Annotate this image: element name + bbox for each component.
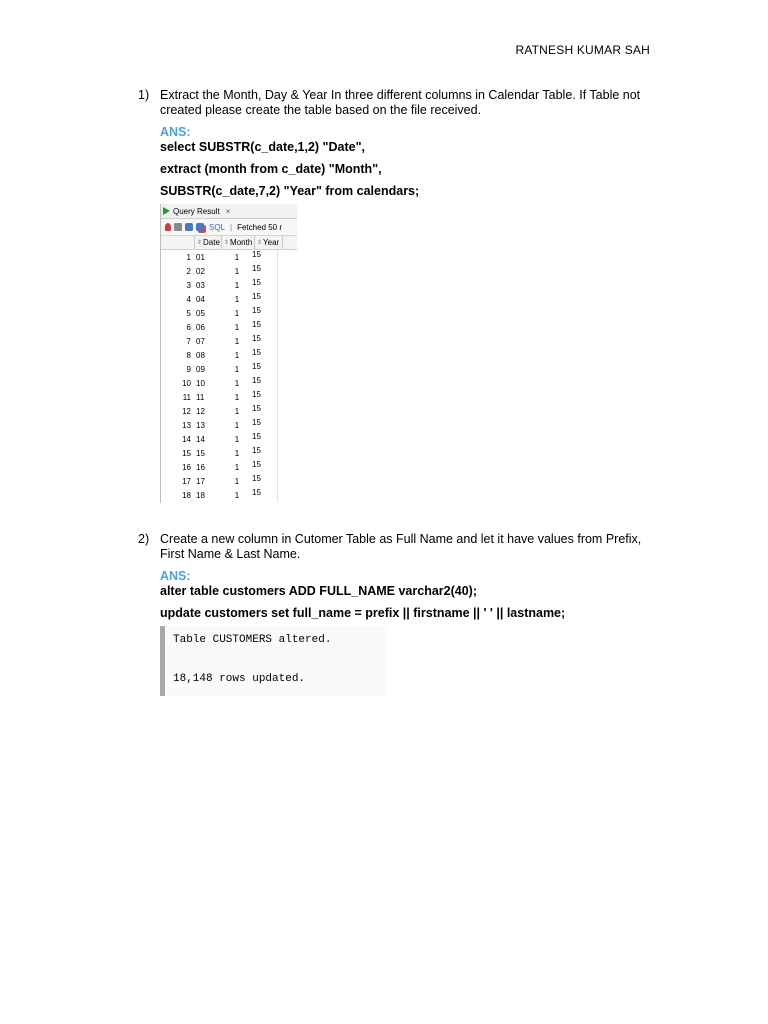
- output-line: 18,148 rows updated.: [173, 673, 306, 685]
- cell-n: 17: [182, 476, 191, 486]
- cell-n: 15: [182, 448, 191, 458]
- column-header-date[interactable]: ⇕ Date: [194, 236, 221, 249]
- sql-button[interactable]: SQL: [209, 222, 226, 232]
- cell-year: 15: [252, 278, 278, 292]
- result-column-headers: [161, 236, 297, 250]
- cell-month: 1: [234, 252, 240, 262]
- column-header-year[interactable]: ⇕ Year: [254, 236, 283, 249]
- result-rows: [161, 250, 297, 502]
- cell-month: 1: [234, 434, 240, 444]
- code-line: extract (month from c_date) "Month",: [160, 162, 382, 176]
- question-text: Extract the Month, Day & Year In three different columns in Calendar Table. If Table not created please create the table based on the file received.: [160, 88, 641, 117]
- fetched-status: Fetched 50 r: [237, 222, 283, 232]
- cell-year: 15: [252, 264, 278, 278]
- answer-code: [160, 140, 658, 199]
- answer-code: [160, 584, 658, 621]
- cell-year: 15: [252, 432, 278, 446]
- table-row[interactable]: [161, 362, 297, 376]
- cell-date: 12: [196, 406, 205, 416]
- cell-n: 12: [182, 406, 191, 416]
- script-output-panel: [160, 626, 387, 696]
- cell-n: 16: [182, 462, 191, 472]
- cell-date: 09: [196, 364, 205, 374]
- answer-label: ANS:: [160, 125, 191, 139]
- sort-icon: ⇕: [257, 240, 263, 246]
- cell-month: 1: [234, 266, 240, 276]
- cell-n: 18: [182, 490, 191, 500]
- print-icon[interactable]: [174, 223, 182, 231]
- column-header-month[interactable]: ⇕ Month: [221, 236, 254, 249]
- cell-year: 15: [252, 488, 278, 502]
- table-row[interactable]: [161, 432, 297, 446]
- cell-month: 1: [234, 308, 240, 318]
- cell-n: 13: [182, 420, 191, 430]
- code-line: SUBSTR(c_date,7,2) "Year" from calendars;: [160, 184, 420, 198]
- cell-date: 03: [196, 280, 205, 290]
- result-toolbar: [161, 219, 297, 236]
- cell-month: 1: [234, 336, 240, 346]
- cell-year: 15: [252, 460, 278, 474]
- cell-year: 15: [252, 306, 278, 320]
- table-row[interactable]: [161, 376, 297, 390]
- cell-date: 10: [196, 378, 205, 388]
- cell-date: 16: [196, 462, 205, 472]
- cell-date: 13: [196, 420, 205, 430]
- table-row[interactable]: [161, 348, 297, 362]
- close-icon[interactable]: ×: [225, 206, 231, 216]
- cell-n: 3: [186, 280, 191, 290]
- table-row[interactable]: [161, 446, 297, 460]
- cell-month: 1: [234, 392, 240, 402]
- answer-label: ANS:: [160, 569, 191, 583]
- cell-month: 1: [234, 378, 240, 388]
- cell-month: 1: [234, 462, 240, 472]
- output-line: Table CUSTOMERS altered.: [173, 634, 332, 646]
- cell-month: 1: [234, 490, 240, 500]
- question-2: [138, 532, 658, 628]
- sort-icon: ⇕: [224, 240, 230, 246]
- table-row[interactable]: [161, 264, 297, 278]
- table-row[interactable]: [161, 292, 297, 306]
- cell-n: 4: [186, 294, 191, 304]
- question-1: [138, 88, 658, 206]
- cell-month: 1: [234, 294, 240, 304]
- cell-n: 7: [186, 336, 191, 346]
- question-number: 1): [138, 88, 150, 102]
- cell-year: 15: [252, 334, 278, 348]
- export-icon[interactable]: [185, 223, 193, 231]
- question-number: 2): [138, 532, 150, 546]
- cell-date: 06: [196, 322, 205, 332]
- toolbar-separator: |: [230, 222, 233, 232]
- cell-date: 14: [196, 434, 205, 444]
- cell-date: 07: [196, 336, 205, 346]
- code-line: select SUBSTR(c_date,1,2) "Date",: [160, 140, 365, 154]
- cell-date: 01: [196, 252, 205, 262]
- cell-year: 15: [252, 390, 278, 404]
- table-row[interactable]: [161, 334, 297, 348]
- cell-year: 15: [252, 348, 278, 362]
- query-result-tab[interactable]: [161, 204, 297, 219]
- sort-icon: ⇕: [197, 240, 203, 246]
- cell-month: 1: [234, 350, 240, 360]
- cell-date: 11: [196, 392, 205, 402]
- cell-n: 2: [186, 266, 191, 276]
- cell-year: 15: [252, 446, 278, 460]
- cell-year: 15: [252, 320, 278, 334]
- cell-month: 1: [234, 322, 240, 332]
- cell-n: 14: [182, 434, 191, 444]
- table-row[interactable]: [161, 488, 297, 502]
- cell-year: 15: [252, 292, 278, 306]
- cell-month: 1: [234, 420, 240, 430]
- query-result-panel: [160, 204, 297, 503]
- cell-year: 15: [252, 404, 278, 418]
- cell-date: 05: [196, 308, 205, 318]
- table-row[interactable]: [161, 418, 297, 432]
- cell-month: 1: [234, 476, 240, 486]
- cell-month: 1: [234, 280, 240, 290]
- cell-year: 15: [252, 418, 278, 432]
- author-name: RATNESH KUMAR SAH: [515, 43, 650, 57]
- cell-date: 18: [196, 490, 205, 500]
- cell-n: 11: [182, 392, 191, 402]
- cell-month: 1: [234, 364, 240, 374]
- code-line: alter table customers ADD FULL_NAME varchar2(40);: [160, 584, 477, 598]
- cell-year: 15: [252, 376, 278, 390]
- tab-label: Query Result: [173, 206, 220, 216]
- question-text: Create a new column in Cutomer Table as Full Name and let it have values from Prefix, First Name & Last Name.: [160, 532, 642, 561]
- table-row[interactable]: [161, 250, 297, 264]
- cell-date: 08: [196, 350, 205, 360]
- table-row[interactable]: [161, 306, 297, 320]
- cell-date: 15: [196, 448, 205, 458]
- table-row[interactable]: [161, 320, 297, 334]
- cell-year: 15: [252, 250, 278, 264]
- cell-month: 1: [234, 406, 240, 416]
- table-row[interactable]: [161, 474, 297, 488]
- table-row[interactable]: [161, 460, 297, 474]
- cell-date: 02: [196, 266, 205, 276]
- cell-year: 15: [252, 474, 278, 488]
- cell-n: 6: [186, 322, 191, 332]
- table-row[interactable]: [161, 404, 297, 418]
- refresh-icon[interactable]: [196, 223, 204, 231]
- cell-date: 04: [196, 294, 205, 304]
- cell-n: 8: [186, 350, 191, 360]
- cell-n: 10: [182, 378, 191, 388]
- cell-n: 9: [186, 364, 191, 374]
- cell-date: 17: [196, 476, 205, 486]
- cell-year: 15: [252, 362, 278, 376]
- table-row[interactable]: [161, 278, 297, 292]
- cell-month: 1: [234, 448, 240, 458]
- table-row[interactable]: [161, 390, 297, 404]
- cell-n: 5: [186, 308, 191, 318]
- code-line: update customers set full_name = prefix || firstname || ' ' || lastname;: [160, 606, 566, 620]
- pin-icon[interactable]: [165, 223, 171, 231]
- cell-n: 1: [186, 252, 191, 262]
- play-icon: [163, 207, 170, 215]
